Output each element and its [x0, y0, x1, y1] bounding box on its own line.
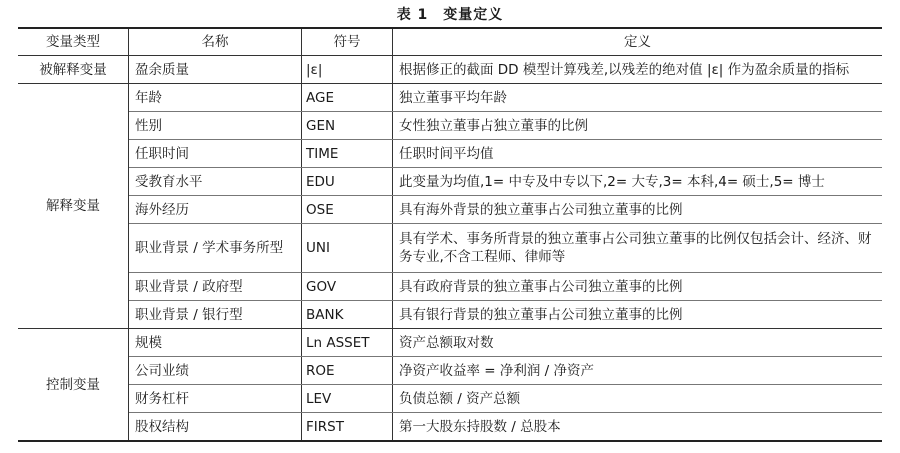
group-dependent: 被解释变量: [18, 56, 129, 84]
table-header-row: [18, 28, 882, 56]
table-row: [18, 273, 882, 301]
row-symbol: LEV: [302, 385, 393, 413]
row-definition: 女性独立董事占独立董事的比例: [393, 112, 883, 140]
table-row: [18, 301, 882, 329]
row-name: 规模: [129, 329, 302, 357]
row-definition: 第一大股东持股数 / 总股本: [393, 413, 883, 442]
row-symbol: AGE: [302, 84, 393, 112]
table-row: [18, 84, 882, 112]
row-definition: 具有学术、事务所背景的独立董事占公司独立董事的比例仅包括会计、经济、财务专业,不含工程师、律师等: [393, 224, 883, 273]
row-name: 财务杠杆: [129, 385, 302, 413]
row-symbol: |ε|: [302, 56, 393, 84]
table-row: [18, 56, 882, 84]
row-name: 职业背景 / 银行型: [129, 301, 302, 329]
group-control: 控制变量: [18, 329, 129, 442]
table-row: [18, 140, 882, 168]
row-definition: 任职时间平均值: [393, 140, 883, 168]
header-variable-type: 变量类型: [18, 28, 129, 56]
row-name: 股权结构: [129, 413, 302, 442]
row-symbol: TIME: [302, 140, 393, 168]
row-name: 性别: [129, 112, 302, 140]
table-row: [18, 329, 882, 357]
row-definition: 独立董事平均年龄: [393, 84, 883, 112]
row-symbol: ROE: [302, 357, 393, 385]
row-symbol: OSE: [302, 196, 393, 224]
row-definition: 此变量为均值,1= 中专及中专以下,2= 大专,3= 本科,4= 硕士,5= 博士: [393, 168, 883, 196]
row-symbol: EDU: [302, 168, 393, 196]
table-row: [18, 385, 882, 413]
row-definition: 根据修正的截面 DD 模型计算残差,以残差的绝对值 |ε| 作为盈余质量的指标: [393, 56, 883, 84]
row-symbol: Ln ASSET: [302, 329, 393, 357]
row-symbol: FIRST: [302, 413, 393, 442]
row-symbol: GEN: [302, 112, 393, 140]
row-definition: 净资产收益率 = 净利润 / 净资产: [393, 357, 883, 385]
group-explanatory: 解释变量: [18, 84, 129, 329]
row-definition: 具有海外背景的独立董事占公司独立董事的比例: [393, 196, 883, 224]
row-name: 职业背景 / 学术事务所型: [129, 224, 302, 273]
row-name: 年龄: [129, 84, 302, 112]
row-name: 海外经历: [129, 196, 302, 224]
row-symbol: GOV: [302, 273, 393, 301]
header-symbol: 符号: [302, 28, 393, 56]
row-definition: 负债总额 / 资产总额: [393, 385, 883, 413]
table-row: [18, 112, 882, 140]
variable-definition-table: [18, 27, 882, 442]
table-row: [18, 168, 882, 196]
row-symbol: BANK: [302, 301, 393, 329]
table-row: [18, 224, 882, 273]
row-name: 任职时间: [129, 140, 302, 168]
table-row: [18, 357, 882, 385]
row-symbol: UNI: [302, 224, 393, 273]
header-name: 名称: [129, 28, 302, 56]
row-name: 盈余质量: [129, 56, 302, 84]
table-row: [18, 196, 882, 224]
table-caption: 表 1 变量定义: [396, 7, 504, 23]
row-definition: 具有银行背景的独立董事占公司独立董事的比例: [393, 301, 883, 329]
table-row: [18, 413, 882, 442]
row-definition: 具有政府背景的独立董事占公司独立董事的比例: [393, 273, 883, 301]
row-name: 职业背景 / 政府型: [129, 273, 302, 301]
row-name: 受教育水平: [129, 168, 302, 196]
row-definition: 资产总额取对数: [393, 329, 883, 357]
header-definition: 定义: [393, 28, 883, 56]
row-name: 公司业绩: [129, 357, 302, 385]
